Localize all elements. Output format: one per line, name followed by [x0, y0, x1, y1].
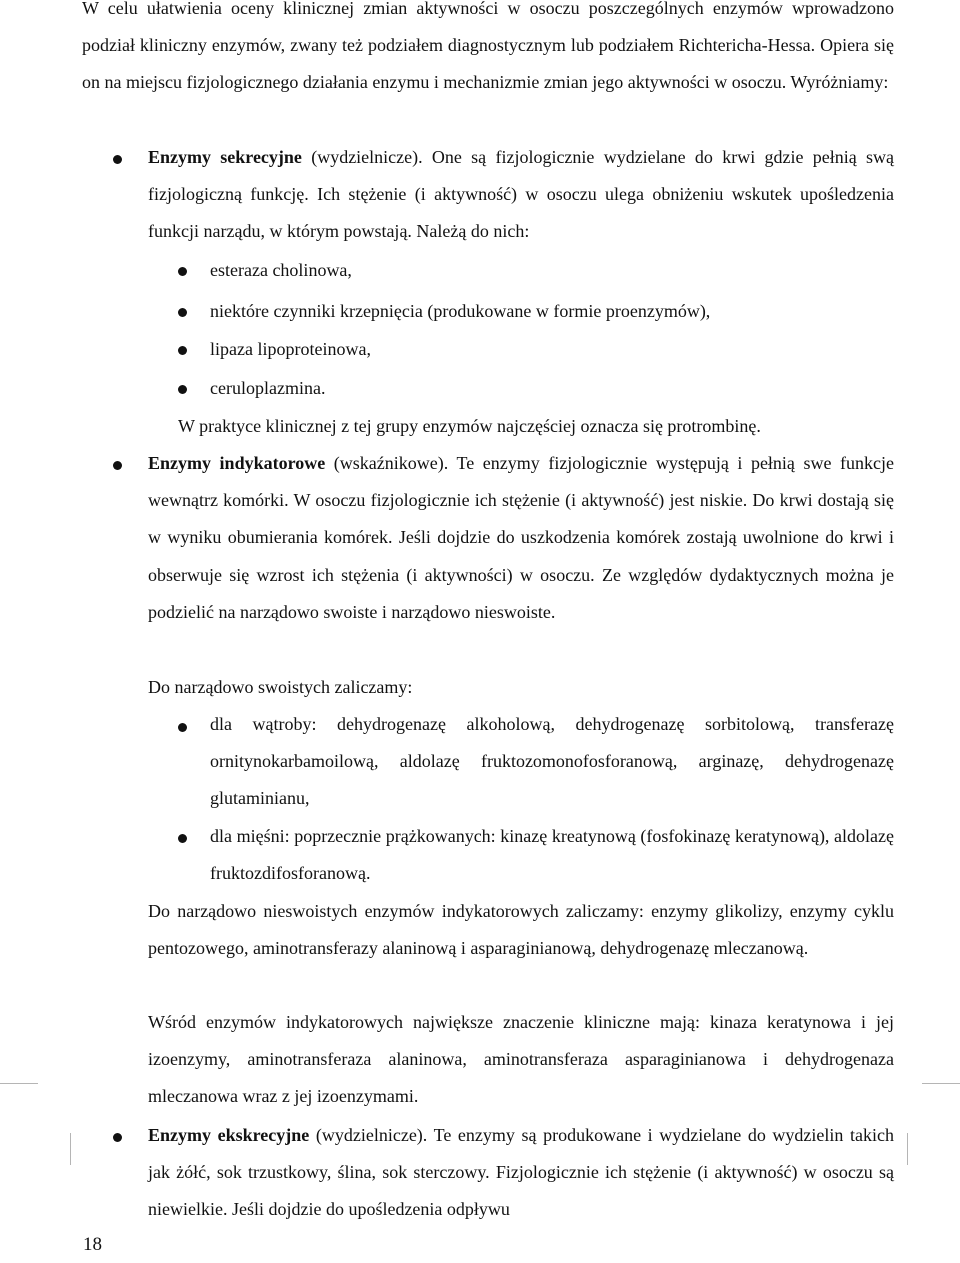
organ-nonspecific-paragraph: Do narządowo nieswoistych enzymów indykatorowych zaliczamy: enzymy glikolizy, enzymy cyklu pentozowego, aminotransferazy alaninową i asparaginianową, dehydrogenazę mleczanową.	[148, 901, 894, 959]
margin-mark	[70, 1133, 71, 1165]
page-number: 18	[83, 1234, 102, 1255]
secretory-title: Enzymy sekrecyjne	[148, 147, 302, 167]
bullet-icon	[178, 385, 187, 394]
secretory-text: (wydzielnicze). One są fizjologicznie wydzielane do krwi gdzie pełnią swą fizjologiczną funkcję. Ich stężenie (i aktywność) w osoczu ulega obniżeniu wskutek upośledzenia funkcji narządu, w którym powstają. Należą do nich:	[148, 147, 894, 242]
excretory-paragraph	[148, 1117, 894, 1229]
organ-specific-intro: Do narządowo swoistych zaliczamy:	[148, 677, 413, 697]
organ-specific-item: dla wątroby: dehydrogenazę alkoholową, dehydrogenazę sorbitolową, transferazę ornitynokarbamoilową, aldolazę fruktozomonofosforanową, arginazę, dehydrogenazę glutaminianu,	[210, 714, 894, 808]
bullet-icon	[113, 461, 122, 470]
secretory-item: niektóre czynniki krzepnięcia (produkowane w formie proenzymów),	[210, 301, 711, 321]
excretory-text: (wydzielnicze). Te enzymy są produkowane i wydzielane do wydzielin takich jak żółć, sok trzustkowy, ślina, sok sterczowy. Fizjologicznie ich stężenie (i aktywność) w osoczu są niewielkie. Jeśli dojdzie do upośledzenia odpływu	[148, 1125, 894, 1220]
secretory-item: esteraza cholinowa,	[210, 260, 352, 280]
bullet-icon	[113, 155, 122, 164]
secretory-note: W praktyce klinicznej z tej grupy enzymów najczęściej oznacza się protrombinę.	[178, 416, 761, 436]
margin-mark	[0, 1083, 38, 1084]
secretory-paragraph	[148, 139, 894, 251]
secretory-item: lipaza lipoproteinowa,	[210, 339, 371, 359]
indicator-title: Enzymy indykatorowe	[148, 453, 326, 473]
bullet-icon	[178, 834, 187, 843]
bullet-icon	[113, 1133, 122, 1142]
secretory-item: ceruloplazmina.	[210, 378, 326, 398]
indicator-paragraph	[148, 445, 894, 631]
bullet-icon	[178, 267, 187, 276]
organ-specific-item: dla mięśni: poprzecznie prążkowanych: kinazę kreatynową (fosfokinazę keratynową), aldolazę fruktozdifosforanową.	[210, 826, 894, 884]
indicator-text: (wskaźnikowe). Te enzymy fizjologicznie występują i pełnią swe funkcje wewnątrz komórki. W osoczu fizjologicznie ich stężenie (i aktywność) jest niskie. Do krwi dostają się w wyniku obumierania komórek. Jeśli dojdzie do uszkodzenia komórek zostają uwolnione do krwi i obserwuje się wzrost ich stężenia (i aktywności) w osoczu. Ze względów dydaktycznych można je podzielić na narządowo swoiste i narządowo nieswoiste.	[148, 453, 895, 622]
bullet-icon	[178, 308, 187, 317]
intro-paragraph: W celu ułatwienia oceny klinicznej zmian aktywności w osoczu poszczególnych enzymów wprowadzono podział kliniczny enzymów, zwany też podziałem diagnostycznym lub podziałem Richtericha-Hessa. Opiera się on na miejscu fizjologicznego działania enzymu i mechanizmie zmian jego aktywności w osoczu. Wyróżniamy:	[82, 0, 894, 93]
bullet-icon	[178, 723, 187, 732]
bullet-icon	[178, 346, 187, 355]
margin-mark	[907, 1133, 908, 1165]
margin-mark	[922, 1083, 960, 1084]
excretory-title: Enzymy ekskrecyjne	[148, 1125, 310, 1145]
clinical-importance-paragraph: Wśród enzymów indykatorowych największe znaczenie kliniczne mają: kinaza keratynowa i jej izoenzymy, aminotransferaza alaninowa, aminotransferaza asparaginianowa i dehydrogenaza mleczanowa wraz z jej izoenzymami.	[148, 1012, 894, 1107]
